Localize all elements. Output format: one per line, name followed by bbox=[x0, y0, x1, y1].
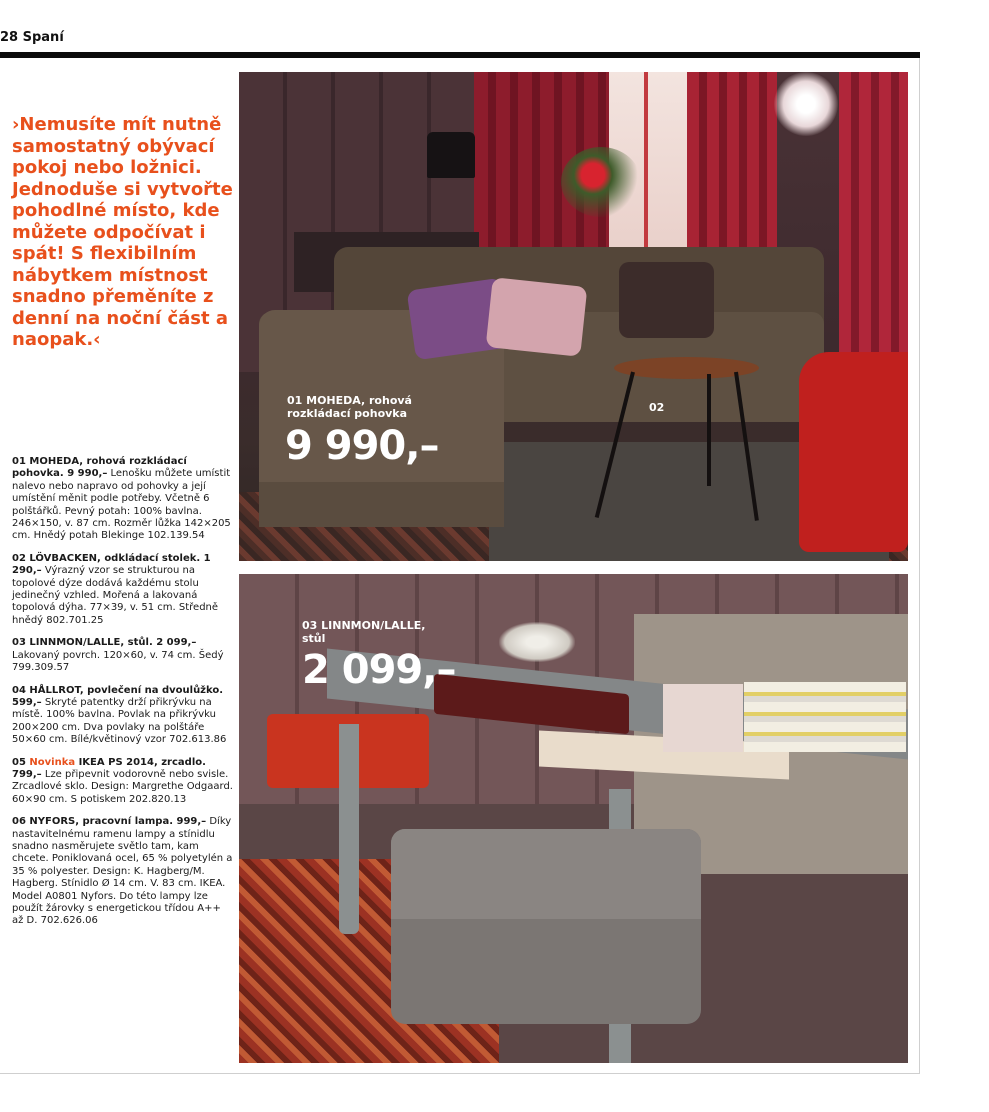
right-divider bbox=[919, 58, 920, 1074]
pendant-lamp bbox=[774, 72, 838, 136]
cushion-dark bbox=[619, 262, 714, 338]
product-title: 01 MOHEDA, rohová rozkládací pohovka. 9 990,– bbox=[12, 456, 187, 480]
pouf-top bbox=[391, 829, 701, 919]
product-item-ikea-ps-2014 bbox=[12, 757, 234, 807]
product-list bbox=[12, 456, 234, 938]
product-item-linnmon-lalle bbox=[12, 637, 234, 674]
bottom-divider bbox=[0, 1073, 920, 1074]
book-stack bbox=[744, 682, 906, 752]
product-title: 03 LINNMON/LALLE, stůl. 2 099,– bbox=[12, 637, 197, 649]
price-label-text: 03 LINNMON/LALLE, stůl bbox=[302, 619, 426, 645]
product-item-nyfors bbox=[12, 816, 234, 928]
armchair-red bbox=[799, 352, 908, 552]
product-title: 04 HÅLLROT, povlečení na dvoulůžko. 599,– bbox=[12, 684, 224, 708]
table-lamp bbox=[427, 132, 475, 178]
glass-bowl bbox=[499, 622, 575, 662]
product-description: Lze připevnit vodorovně nebo svisle. Zrcadlové sklo. Design: Margrethe Odgaard. 60×90 cm. S potiskem 202.820.13 bbox=[12, 768, 233, 805]
product-item-moheda bbox=[12, 456, 234, 543]
sofa-skirt bbox=[259, 482, 504, 527]
window-frame bbox=[644, 72, 648, 262]
product-description: Díky nastavitelnému ramenu lampy a stínidlu snadno nasměrujete světlo tam, kam chcete. Poniklovaná ocel, 65 % polyetylén a 35 % polyester. Design: K. Hagberg/M. Hagberg. Stínidlo Ø 14 cm. V. 83 cm. IKEA. Model A0801 Nyfors. Do této lampy lze použít žárovky s energetickou třídou A++ až D. 702.626.06 bbox=[12, 816, 233, 927]
product-item-lovbacken bbox=[12, 553, 234, 627]
product-title-prefix: 05 bbox=[12, 756, 30, 768]
product-title: 02 LÖVBACKEN, odkládací stolek. 1 290,– bbox=[12, 552, 211, 577]
new-badge: Novinka bbox=[29, 756, 76, 768]
price-label-text: 01 MOHEDA, rohová rozkládací pohovka bbox=[287, 394, 412, 420]
intro-quote: ›Nemusíte mít nutně samostatný obývací pokoj nebo ložnici. Jednoduše si vytvořte pohodlné místo, kde můžete odpočívat i spát! S flexibilním nábytkem místnost snadno přeměníte z denní na noční část a naopak.‹ bbox=[12, 114, 233, 350]
side-table-leg bbox=[707, 374, 711, 486]
product-label-linnmon-lalle bbox=[302, 619, 452, 645]
desk-leg bbox=[339, 724, 359, 934]
product-item-hallrot bbox=[12, 685, 234, 747]
product-description: Skryté patentky drží přikrývku na místě. 100% bavlna. Povlak na přikrývku 200×200 cm. Dva povlaky na polštáře 50×60 cm. Bílé/květinový vzor 702.613.86 bbox=[12, 696, 227, 746]
product-description: Výrazný vzor se strukturou na topolové dýze dodává každému stolu jedinečný vzhled. Mořená a lakovaná topolová dýha. 77×39, v. 51 cm. Středně hnědý 802.701.25 bbox=[12, 565, 219, 626]
product-label-moheda bbox=[287, 394, 427, 420]
header-divider bbox=[0, 52, 920, 58]
decor-object bbox=[663, 684, 743, 752]
desk-photo bbox=[239, 574, 908, 1063]
product-title: 06 NYFORS, pracovní lampa. 999,– bbox=[12, 816, 207, 828]
price-moheda: 9 990,– bbox=[285, 423, 439, 469]
product-description: Lakovaný povrch. 120×60, v. 74 cm. Šedý 799.309.57 bbox=[12, 649, 224, 674]
product-title: IKEA PS 2014, zrcadlo. 799,– bbox=[12, 756, 206, 780]
flower-bouquet bbox=[561, 147, 641, 217]
cushion-pink bbox=[486, 277, 588, 357]
callout-02: 02 bbox=[649, 401, 665, 414]
page-header: 28 Spaní bbox=[0, 30, 64, 45]
living-room-photo bbox=[239, 72, 908, 561]
product-description: Lenošku můžete umístit nalevo nebo napravo od pohovky a její umístění měnit podle potřeby. Včetně 6 polštářků. Pevný potah: 100% bavlna. 246×150, v. 87 cm. Rozměr lůžka 142×205 cm. Hnědý potah Blekinge 102.139.54 bbox=[12, 468, 231, 542]
price-linnmon-lalle: 2 099,– bbox=[302, 647, 456, 693]
curtain-right bbox=[839, 72, 908, 392]
